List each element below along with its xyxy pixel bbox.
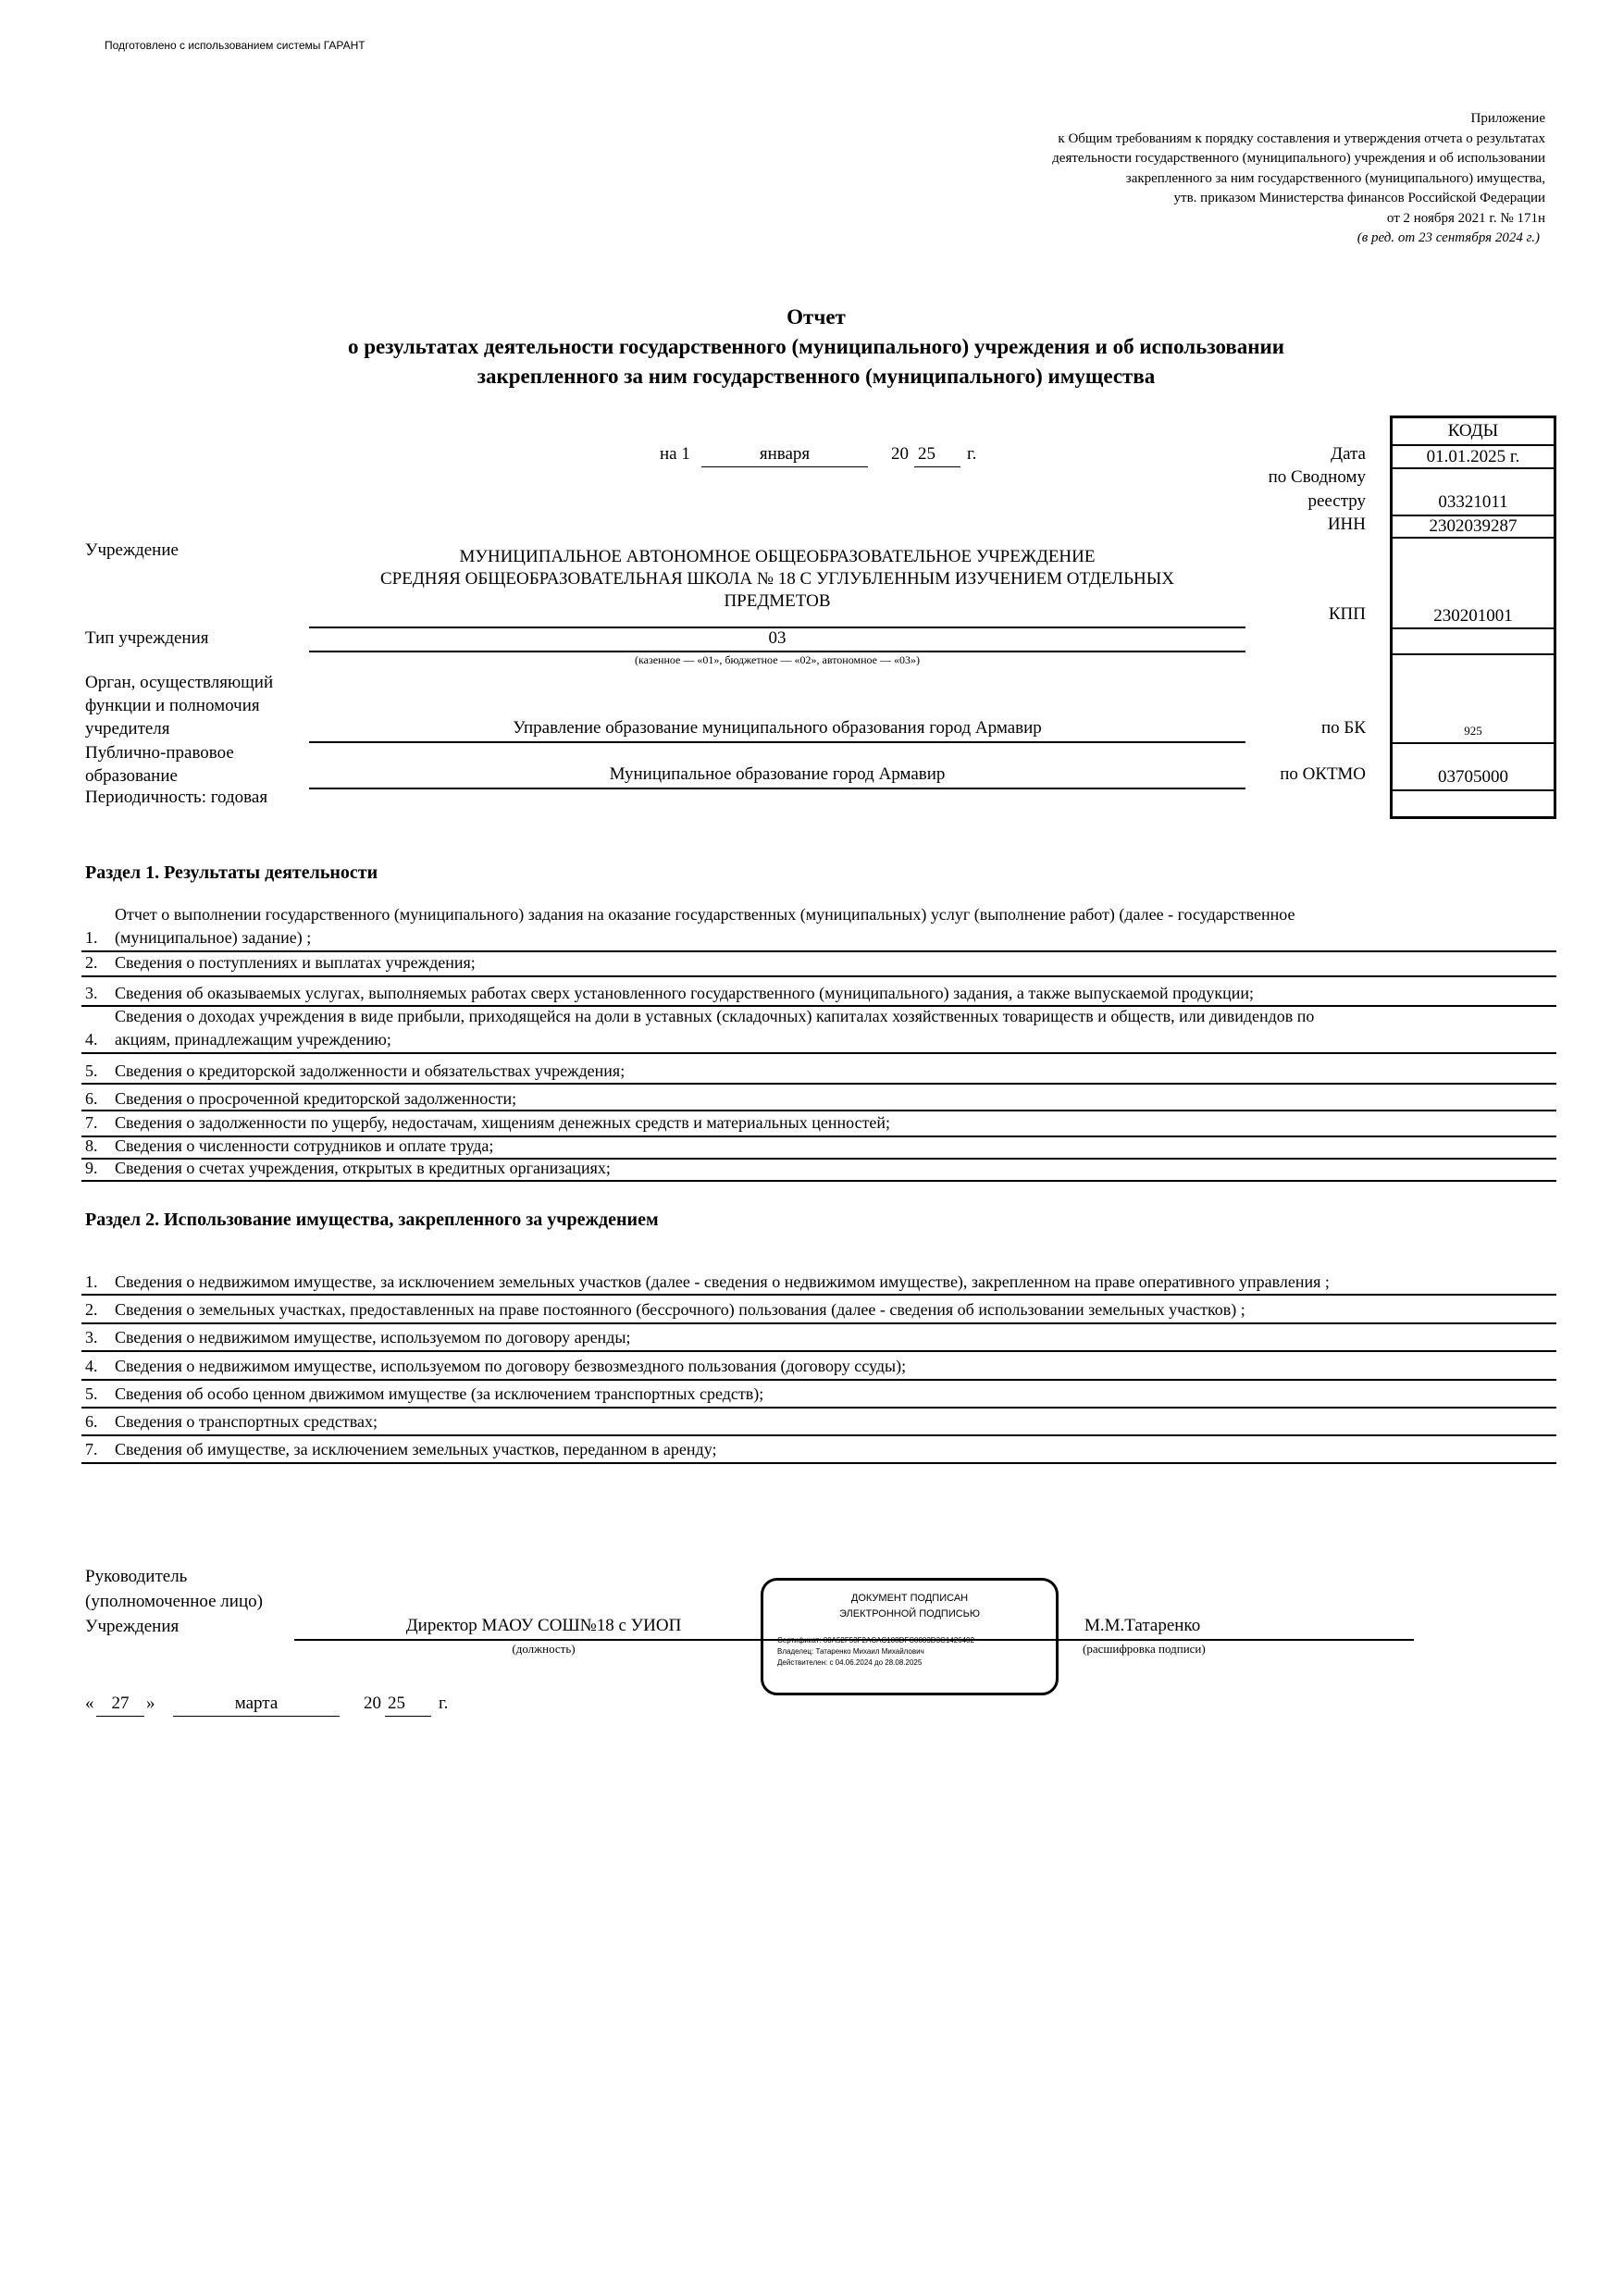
stamp-owner: Владелец: Татаренко Михаил Михайлович [777,1647,924,1656]
stamp-title-line: ЭЛЕКТРОННОЙ ПОДПИСЬЮ [838,1608,981,1620]
signer-label-line: Руководитель [85,1567,188,1586]
stamp-valid: Действителен: с 04.06.2024 до 28.08.2025 [777,1658,923,1667]
sign-date-day: 27 [111,1694,130,1713]
type-label: Тип учреждения [85,628,209,648]
s1-item4-line2: акциям, принадлежащим учреждению; [115,1030,391,1049]
s1-item6-text: Сведения о просроченной кредиторской задолженности; [115,1089,517,1108]
date-month-underline [701,466,868,467]
periodicity: Периодичность: годовая [85,788,268,807]
code-label-bk: по БК [1320,718,1366,738]
s1-item1-line1: Отчет о выполнении государственного (муниципального) задания на оказание государственных (муниципальных) услуг (выполнение работ) (далее - государственное [115,905,1295,924]
sign-month-underline [173,1716,340,1717]
s2-rule [81,1462,1556,1464]
s1-item1-line2: (муниципальное) задание) ; [115,928,312,947]
founder-label-line: учредителя [85,719,170,738]
code-label-date: Дата [1331,444,1366,464]
s1-item5-text: Сведения о кредиторской задолженности и обязательствах учреждения; [115,1061,626,1080]
sign-date-open-quote: « [85,1694,94,1713]
stamp-cert: Сертификат: 00A52F53F2ACAC108DFC0003D3C1426402 [777,1636,974,1644]
code-label-oktmo: по ОКТМО [1280,764,1366,784]
stamp-title-line: ДОКУМЕНТ ПОДПИСАН [850,1593,969,1604]
s2-item3-text: Сведения о недвижимом имуществе, используемом по договору аренды; [115,1328,631,1347]
code-label-inn: ИНН [1327,515,1366,534]
date-suffix: г. [967,444,977,464]
public-label-line: Публично-правовое [85,743,234,763]
code-label-registry-1: по Сводному [1268,467,1366,487]
code-label-registry-2: реестру [1307,491,1366,511]
signer-label-line: (уполномоченное лицо) [85,1592,263,1611]
type-value: 03 [768,628,787,648]
s2-rule [81,1322,1556,1324]
s2-item1-text: Сведения о недвижимом имуществе, за исключением земельных участков (далее - сведения о недвижимом имуществе), закрепленном на праве оперативного управления ; [115,1272,1330,1291]
s1-item9-num: 9. [85,1159,98,1177]
public-label-line: образование [85,766,178,786]
founder-underline [309,741,1245,743]
sign-date-year: 25 [388,1694,405,1713]
code-registry: 03321011 [1393,469,1554,516]
s1-item5-num: 5. [85,1061,98,1080]
s2-item6-text: Сведения о транспортных средствах; [115,1412,378,1431]
stamp-details [777,1635,974,1669]
report-title [0,303,1623,391]
date-prefix: на 1 [660,444,690,464]
s1-item1-num: 1. [85,928,98,947]
s1-item9-text: Сведения о счетах учреждения, открытых в кредитных организациях; [115,1159,611,1177]
institution-name-line: МУНИЦИПАЛЬНОЕ АВТОНОМНОЕ ОБЩЕОБРАЗОВАТЕЛЬНОЕ УЧРЕЖДЕНИЕ [459,547,1096,566]
name-hint: (расшифровка подписи) [1083,1642,1206,1656]
code-label-kpp: КПП [1328,604,1366,624]
code-bk: 925 [1393,655,1554,744]
appendix-edition: (в ред. от 23 сентября 2024 г.) [1357,230,1540,245]
s1-rule [81,950,1556,952]
s2-item2-num: 2. [85,1300,98,1319]
s2-rule [81,1407,1556,1409]
stamp-title [763,1591,1056,1622]
s1-item7-num: 7. [85,1113,98,1132]
s2-item5-text: Сведения об особо ценном движимом имуществе (за исключением транспортных средств); [115,1384,764,1403]
sign-day-underline [96,1716,144,1717]
s1-item4-line1: Сведения о доходах учреждения в виде прибыли, приходящейся на доли в уставных (складочных) капиталах хозяйственных товариществ и обществ, или дивидендов по [115,1007,1315,1025]
code-inn: 2302039287 [1393,516,1554,539]
e-signature-stamp [761,1578,1059,1695]
date-month: января [759,444,811,464]
s2-item7-num: 7. [85,1440,98,1458]
s2-item7-text: Сведения об имуществе, за исключением земельных участков, переданном в аренду; [115,1440,717,1458]
s1-item8-num: 8. [85,1136,98,1155]
s2-item3-num: 3. [85,1328,98,1347]
code-oktmo: 03705000 [1393,744,1554,791]
signer-position: Директор МАОУ СОШ№18 с УИОП [405,1616,682,1635]
position-hint: (должность) [512,1642,576,1656]
codes-box [1390,416,1556,819]
appendix-block [1052,109,1545,249]
codes-header: КОДЫ [1393,418,1554,446]
sign-year-underline [385,1716,431,1717]
s1-rule [81,1110,1556,1111]
code-date: 01.01.2025 г. [1393,446,1554,469]
institution-name-line: СРЕДНЯЯ ОБЩЕОБРАЗОВАТЕЛЬНАЯ ШКОЛА № 18 С УГЛУБЛЕННЫМ ИЗУЧЕНИЕМ ОТДЕЛЬНЫХ [379,569,1175,589]
founder-label [85,671,273,740]
s2-item4-text: Сведения о недвижимом имуществе, используемом по договору безвозмездного пользования (договору ссуды); [115,1357,907,1375]
sign-date-close-quote: » [146,1694,155,1713]
s1-item3-text: Сведения об оказываемых услугах, выполняемых работах сверх установленного государственного (муниципального) задания, а также выпускаемой продукции; [115,984,1255,1002]
founder-label-line: функции и полномочия [85,696,260,715]
signer-name: М.М.Татаренко [1084,1616,1201,1635]
appendix-line: закрепленного за ним государственного (муниципального) имущества, [1125,170,1545,186]
s2-item5-num: 5. [85,1384,98,1403]
prepared-note: Подготовлено с использованием системы ГАРАНТ [105,39,365,52]
founder-value: Управление образование муниципального образования город Армавир [513,718,1042,738]
type-underline [309,651,1245,652]
s1-item7-text: Сведения о задолженности по ущербу, недостачам, хищениям денежных средств и материальных ценностей; [115,1113,891,1132]
section1-title: Раздел 1. Результаты деятельности [85,863,378,883]
sign-date-year-prefix: 20 [364,1694,381,1713]
s1-item4-num: 4. [85,1030,98,1049]
appendix-line: Приложение [1470,111,1545,126]
founder-label-line: Орган, осуществляющий [85,673,274,692]
date-year-prefix: 20 [891,444,909,464]
s2-item1-num: 1. [85,1272,98,1291]
s1-rule [81,1083,1556,1085]
signer-label [85,1564,263,1639]
sign-date-suffix: г. [439,1694,449,1713]
signer-label-line: Учреждения [85,1617,180,1636]
appendix-line: к Общим требованиям к порядку составления и утверждения отчета о результатах [1058,130,1545,146]
s1-item6-num: 6. [85,1089,98,1108]
title-line: о результатах деятельности государственного (муниципального) учреждения и об использовании [347,335,1285,358]
s1-item3-num: 3. [85,984,98,1002]
appendix-line: деятельности государственного (муниципального) учреждения и об использовании [1052,151,1545,166]
title-line: Отчет [787,305,846,329]
institution-name [309,546,1245,613]
institution-label: Учреждение [85,540,179,560]
s2-rule [81,1434,1556,1436]
public-value: Муниципальное образование город Армавир [609,764,946,784]
sign-date-month: марта [234,1694,279,1713]
institution-name-line: ПРЕДМЕТОВ [724,591,831,611]
s1-rule [81,1052,1556,1054]
s1-item2-text: Сведения о поступлениях и выплатах учреждения; [115,953,476,972]
public-label [85,741,234,788]
appendix-line: от 2 ноября 2021 г. № 171н [1386,210,1545,226]
s2-item4-num: 4. [85,1357,98,1375]
code-type-cell [1393,629,1554,655]
title-line: закрепленного за ним государственного (муниципального) имущества [477,365,1156,388]
s2-rule [81,1294,1556,1296]
type-hint: (казенное — «01», бюджетное — «02», автономное — «03») [635,653,920,666]
s2-rule [81,1379,1556,1381]
code-kpp: 230201001 [1393,539,1554,629]
s2-item6-num: 6. [85,1412,98,1431]
s1-item2-num: 2. [85,953,98,972]
public-underline [309,788,1245,789]
s2-rule [81,1350,1556,1352]
s1-rule [81,1180,1556,1182]
s1-rule [81,975,1556,977]
appendix-line: утв. приказом Министерства финансов Российской Федерации [1173,191,1545,205]
section2-title: Раздел 2. Использование имущества, закрепленного за учреждением [85,1210,659,1230]
date-year: 25 [918,444,935,464]
date-year-underline [914,466,960,467]
s1-item8-text: Сведения о численности сотрудников и оплате труда; [115,1136,494,1155]
s2-item2-text: Сведения о земельных участках, предоставленных на праве постоянного (бессрочного) пользования (далее - сведения об использовании земельных участков) ; [115,1300,1245,1319]
